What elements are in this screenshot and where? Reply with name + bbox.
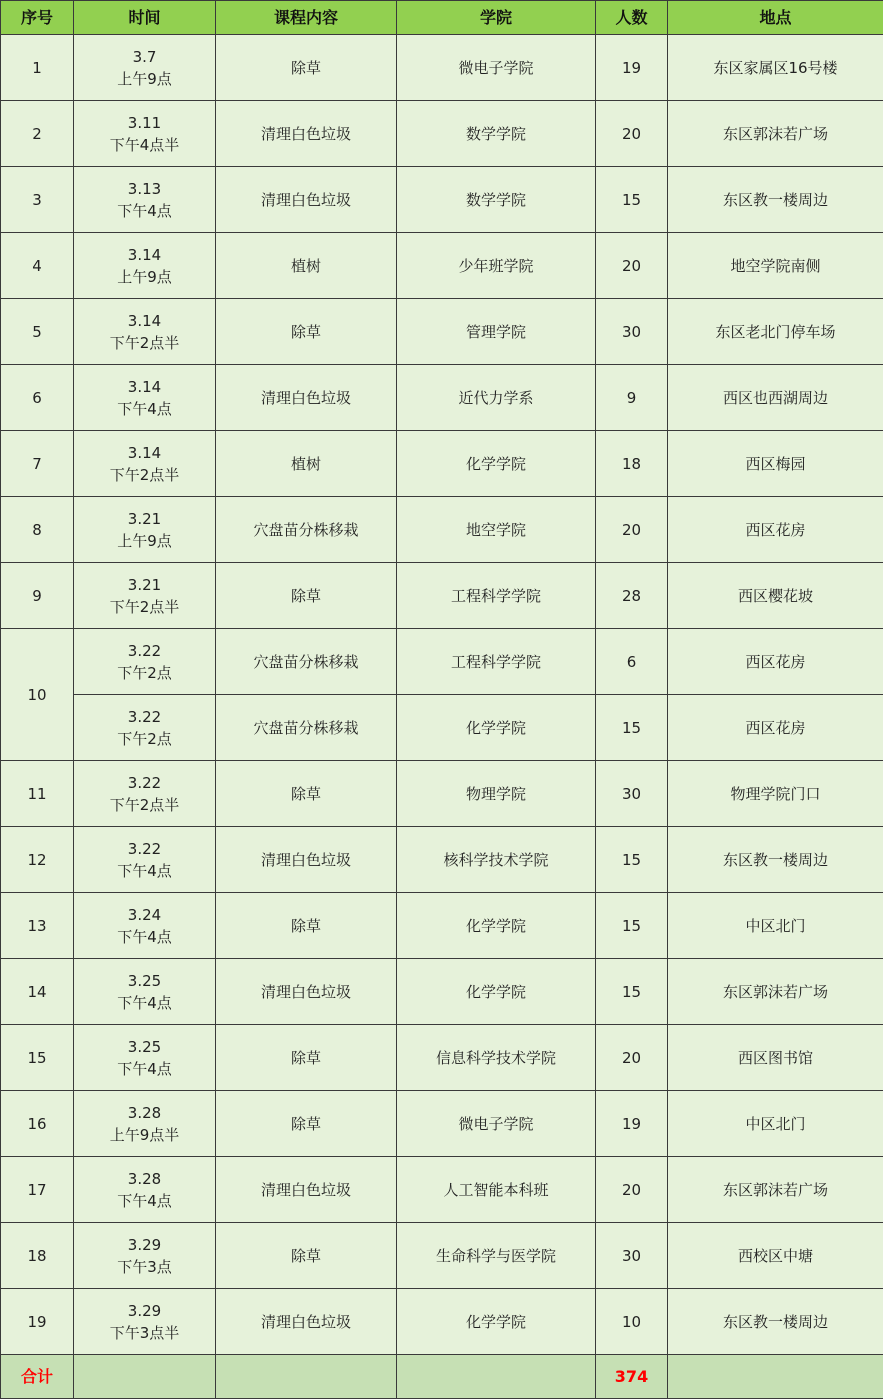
row-content: 清理白色垃圾: [216, 959, 397, 1025]
row-count: 19: [596, 1091, 668, 1157]
row-content: 除草: [216, 563, 397, 629]
row-hour: 上午9点半: [74, 1124, 215, 1146]
total-empty-cell: [397, 1355, 596, 1399]
row-hour: 上午9点: [74, 68, 215, 90]
row-count: 15: [596, 893, 668, 959]
row-time: [74, 1025, 216, 1091]
row-time: [74, 1157, 216, 1223]
row-hour: 下午2点半: [74, 596, 215, 618]
row-content: 除草: [216, 1091, 397, 1157]
row-college: 微电子学院: [397, 1091, 596, 1157]
row-date: 3.14: [74, 310, 215, 332]
row-hour: 下午4点半: [74, 134, 215, 156]
row-count: 10: [596, 1289, 668, 1355]
table-row: [1, 1091, 883, 1157]
total-empty-cell: [668, 1355, 883, 1399]
row-count: 9: [596, 365, 668, 431]
row-place: 中区北门: [668, 893, 883, 959]
row-college: 化学学院: [397, 893, 596, 959]
row-count: 15: [596, 695, 668, 761]
row-date: 3.22: [74, 706, 215, 728]
table-row: [1, 101, 883, 167]
row-number: 14: [1, 959, 74, 1025]
row-place: 西区樱花坡: [668, 563, 883, 629]
row-time: [74, 299, 216, 365]
row-place: 东区教一楼周边: [668, 827, 883, 893]
row-number: 12: [1, 827, 74, 893]
row-date: 3.22: [74, 772, 215, 794]
row-place: 西校区中塘: [668, 1223, 883, 1289]
row-hour: 下午4点: [74, 1190, 215, 1212]
row-time: [74, 233, 216, 299]
row-time: [74, 629, 216, 695]
row-content: 除草: [216, 761, 397, 827]
row-time: [74, 101, 216, 167]
row-college: 生命科学与医学院: [397, 1223, 596, 1289]
row-time: [74, 1289, 216, 1355]
row-number: 4: [1, 233, 74, 299]
row-content: 清理白色垃圾: [216, 167, 397, 233]
row-date: 3.22: [74, 838, 215, 860]
row-hour: 下午4点: [74, 860, 215, 882]
row-college: 人工智能本科班: [397, 1157, 596, 1223]
row-count: 15: [596, 167, 668, 233]
row-college: 化学学院: [397, 959, 596, 1025]
row-place: 东区郭沫若广场: [668, 1157, 883, 1223]
row-date: 3.14: [74, 442, 215, 464]
row-college: 化学学院: [397, 431, 596, 497]
row-content: 清理白色垃圾: [216, 1157, 397, 1223]
row-number: 13: [1, 893, 74, 959]
row-place: 西区花房: [668, 695, 883, 761]
total-empty-cell: [74, 1355, 216, 1399]
row-content: 植树: [216, 233, 397, 299]
row-place: 西区梅园: [668, 431, 883, 497]
row-number: 2: [1, 101, 74, 167]
row-count: 19: [596, 35, 668, 101]
row-place: 物理学院门口: [668, 761, 883, 827]
table-row: [1, 1223, 883, 1289]
row-content: 穴盘苗分株移栽: [216, 629, 397, 695]
row-hour: 下午4点: [74, 926, 215, 948]
row-college: 工程科学学院: [397, 629, 596, 695]
table-row: [1, 629, 883, 695]
row-number: 8: [1, 497, 74, 563]
row-place: 西区花房: [668, 629, 883, 695]
row-number: 11: [1, 761, 74, 827]
row-place: 西区花房: [668, 497, 883, 563]
row-count: 18: [596, 431, 668, 497]
row-time: [74, 431, 216, 497]
row-hour: 下午3点: [74, 1256, 215, 1278]
table-row: [1, 497, 883, 563]
table-row: [1, 1289, 883, 1355]
header-time: 时间: [74, 1, 216, 35]
total-row: [1, 1355, 883, 1399]
row-time: [74, 563, 216, 629]
row-date: 3.21: [74, 574, 215, 596]
table-row: [1, 959, 883, 1025]
row-college: 数学学院: [397, 101, 596, 167]
row-college: 物理学院: [397, 761, 596, 827]
row-number: 9: [1, 563, 74, 629]
row-number: 18: [1, 1223, 74, 1289]
row-number: 19: [1, 1289, 74, 1355]
table-row: [1, 893, 883, 959]
row-date: 3.25: [74, 1036, 215, 1058]
row-count: 20: [596, 101, 668, 167]
row-time: [74, 827, 216, 893]
row-hour: 下午2点: [74, 728, 215, 750]
table-row: [1, 563, 883, 629]
total-label: 合计: [1, 1355, 74, 1399]
row-college: 少年班学院: [397, 233, 596, 299]
row-time: [74, 365, 216, 431]
row-content: 穴盘苗分株移栽: [216, 695, 397, 761]
row-time: [74, 761, 216, 827]
row-college: 信息科学技术学院: [397, 1025, 596, 1091]
row-count: 28: [596, 563, 668, 629]
table-row: [1, 167, 883, 233]
header-college: 学院: [397, 1, 596, 35]
row-place: 东区郭沫若广场: [668, 959, 883, 1025]
row-hour: 下午4点: [74, 1058, 215, 1080]
row-college: 地空学院: [397, 497, 596, 563]
row-place: 东区郭沫若广场: [668, 101, 883, 167]
row-date: 3.21: [74, 508, 215, 530]
row-date: 3.14: [74, 244, 215, 266]
header-place: 地点: [668, 1, 883, 35]
row-count: 15: [596, 827, 668, 893]
header-row: [1, 1, 883, 35]
row-college: 化学学院: [397, 1289, 596, 1355]
row-count: 30: [596, 761, 668, 827]
row-count: 20: [596, 233, 668, 299]
row-date: 3.28: [74, 1102, 215, 1124]
row-date: 3.14: [74, 376, 215, 398]
row-place: 西区也西湖周边: [668, 365, 883, 431]
table-row: [1, 1157, 883, 1223]
row-date: 3.22: [74, 640, 215, 662]
row-time: [74, 1223, 216, 1289]
row-date: 3.28: [74, 1168, 215, 1190]
row-hour: 下午2点半: [74, 464, 215, 486]
total-count: 374: [596, 1355, 668, 1399]
total-empty-cell: [216, 1355, 397, 1399]
row-number: 16: [1, 1091, 74, 1157]
row-time: [74, 1091, 216, 1157]
row-place: 地空学院南侧: [668, 233, 883, 299]
row-hour: 下午4点: [74, 398, 215, 420]
header-count: 人数: [596, 1, 668, 35]
table-row: [1, 233, 883, 299]
row-college: 核科学技术学院: [397, 827, 596, 893]
row-count: 30: [596, 1223, 668, 1289]
row-content: 除草: [216, 1025, 397, 1091]
row-place: 东区教一楼周边: [668, 167, 883, 233]
row-college: 工程科学学院: [397, 563, 596, 629]
table-row: [1, 761, 883, 827]
row-content: 清理白色垃圾: [216, 827, 397, 893]
row-college: 数学学院: [397, 167, 596, 233]
table-row: [1, 431, 883, 497]
row-date: 3.24: [74, 904, 215, 926]
row-number: 17: [1, 1157, 74, 1223]
row-number: 3: [1, 167, 74, 233]
row-college: 化学学院: [397, 695, 596, 761]
row-place: 东区教一楼周边: [668, 1289, 883, 1355]
row-content: 清理白色垃圾: [216, 1289, 397, 1355]
row-time: [74, 695, 216, 761]
table-row: [1, 299, 883, 365]
row-hour: 下午4点: [74, 992, 215, 1014]
table-row: [1, 35, 883, 101]
row-hour: 下午4点: [74, 200, 215, 222]
row-content: 除草: [216, 893, 397, 959]
row-hour: 上午9点: [74, 530, 215, 552]
row-number: 1: [1, 35, 74, 101]
row-date: 3.29: [74, 1300, 215, 1322]
row-number: 7: [1, 431, 74, 497]
table-row: [1, 1025, 883, 1091]
row-content: 除草: [216, 299, 397, 365]
row-college: 微电子学院: [397, 35, 596, 101]
row-content: 清理白色垃圾: [216, 365, 397, 431]
row-content: 植树: [216, 431, 397, 497]
row-count: 20: [596, 1157, 668, 1223]
row-time: [74, 959, 216, 1025]
row-number: 6: [1, 365, 74, 431]
row-hour: 下午2点半: [74, 332, 215, 354]
row-count: 20: [596, 1025, 668, 1091]
row-hour: 下午3点半: [74, 1322, 215, 1344]
table-row: [1, 827, 883, 893]
row-date: 3.29: [74, 1234, 215, 1256]
row-date: 3.7: [74, 46, 215, 68]
row-college: 管理学院: [397, 299, 596, 365]
row-number: 10: [1, 629, 74, 761]
row-count: 6: [596, 629, 668, 695]
header-no: 序号: [1, 1, 74, 35]
row-content: 穴盘苗分株移栽: [216, 497, 397, 563]
row-count: 30: [596, 299, 668, 365]
row-content: 清理白色垃圾: [216, 101, 397, 167]
row-place: 东区老北门停车场: [668, 299, 883, 365]
table-row: [1, 695, 883, 761]
row-place: 东区家属区16号楼: [668, 35, 883, 101]
row-count: 15: [596, 959, 668, 1025]
row-hour: 下午2点半: [74, 794, 215, 816]
row-time: [74, 167, 216, 233]
row-place: 中区北门: [668, 1091, 883, 1157]
row-time: [74, 35, 216, 101]
row-hour: 上午9点: [74, 266, 215, 288]
row-place: 西区图书馆: [668, 1025, 883, 1091]
row-number: 5: [1, 299, 74, 365]
row-count: 20: [596, 497, 668, 563]
table-row: [1, 365, 883, 431]
row-date: 3.13: [74, 178, 215, 200]
table-body: [1, 35, 883, 1355]
row-content: 除草: [216, 1223, 397, 1289]
row-time: [74, 497, 216, 563]
row-date: 3.11: [74, 112, 215, 134]
row-content: 除草: [216, 35, 397, 101]
row-date: 3.25: [74, 970, 215, 992]
header-content: 课程内容: [216, 1, 397, 35]
row-time: [74, 893, 216, 959]
row-number: 15: [1, 1025, 74, 1091]
row-college: 近代力学系: [397, 365, 596, 431]
row-hour: 下午2点: [74, 662, 215, 684]
